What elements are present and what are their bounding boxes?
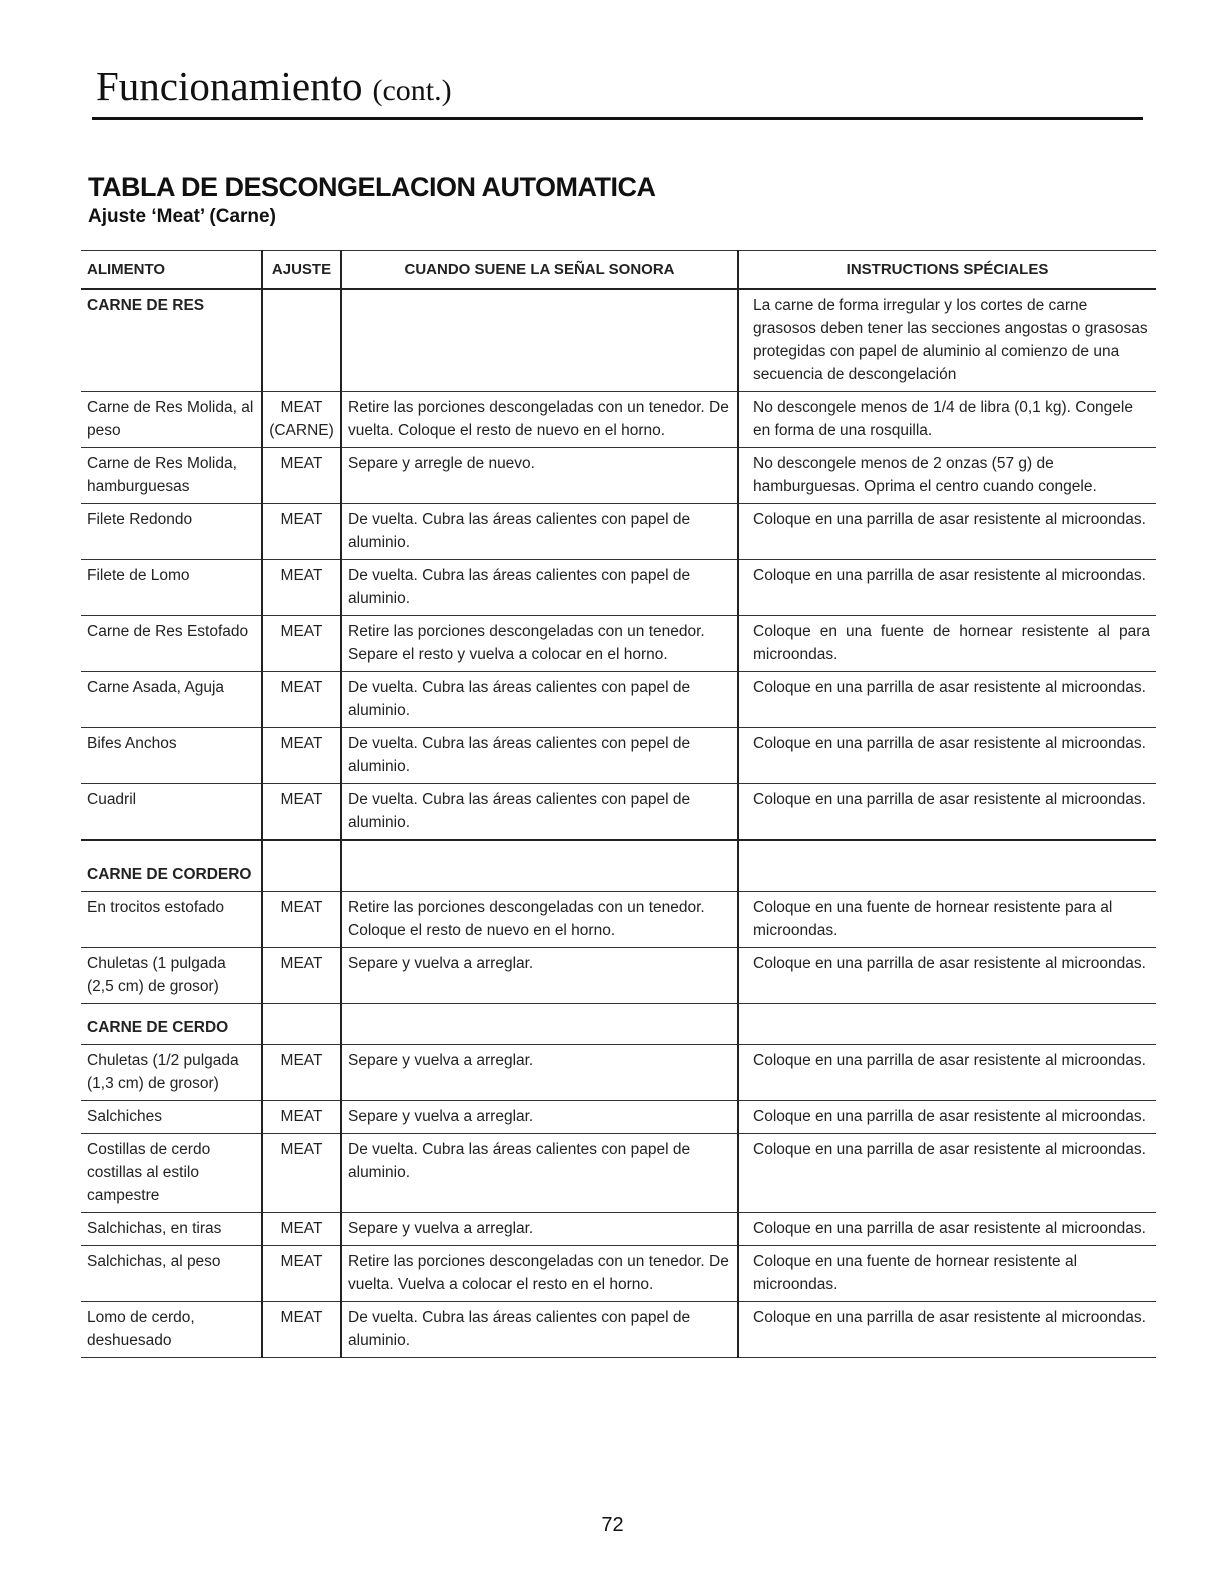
instructions-cell: Coloque en una parrilla de asar resistente al microondas. [738,1045,1156,1101]
table-header-row [81,251,1156,290]
header-instructions: INSTRUCTIONS SPÉCIALES [738,251,1156,290]
title-rule [92,117,1143,120]
page-title-text: Funcionamiento [96,63,363,109]
table-row [81,560,1156,616]
setting-cell: MEAT [262,560,341,616]
food-cell: Filete de Lomo [81,560,262,616]
setting-cell: MEAT [262,1302,341,1358]
setting-cell: MEAT [262,672,341,728]
setting-cell: MEAT [262,1213,341,1246]
food-cell: Carne de Res Molida, al peso [81,392,262,448]
signal-cell: Separe y vuelva a arreglar. [341,948,738,1004]
setting-cell: MEAT [262,892,341,948]
signal-cell: Retire las porciones descongeladas con un tenedor. De vuelta. Vuelva a colocar el resto en el horno. [341,1246,738,1302]
defrost-table [81,250,1156,1358]
setting-cell: MEAT [262,784,341,841]
signal-cell: De vuelta. Cubra las áreas calientes con papel de aluminio. [341,560,738,616]
group-row-lamb [81,840,1156,892]
page-title [96,62,452,110]
group-name: CARNE DE CERDO [81,1004,262,1045]
setting-cell: MEAT [262,504,341,560]
header-food: ALIMENTO [81,251,262,290]
signal-cell: De vuelta. Cubra las áreas calientes con papel de aluminio. [341,504,738,560]
food-cell: Chuletas (1 pulgada (2,5 cm) de grosor) [81,948,262,1004]
table-row [81,1302,1156,1358]
section-subtitle: Ajuste ‘Meat’ (Carne) [88,206,276,227]
table-row [81,784,1156,841]
food-cell: Lomo de cerdo, deshuesado [81,1302,262,1358]
signal-cell: De vuelta. Cubra las áreas calientes con pepel de aluminio. [341,728,738,784]
table-row [81,728,1156,784]
header-setting: AJUSTE [262,251,341,290]
group-note [738,840,1156,892]
instructions-cell: Coloque en una parrilla de asar resistente al microondas. [738,1134,1156,1213]
food-cell: Carne Asada, Aguja [81,672,262,728]
food-cell: Bifes Anchos [81,728,262,784]
group-signal-empty [341,840,738,892]
table-row [81,1101,1156,1134]
setting-cell: MEAT [262,948,341,1004]
table-row [81,1134,1156,1213]
signal-cell: Separe y vuelva a arreglar. [341,1045,738,1101]
group-note [738,1004,1156,1045]
signal-cell: Separe y vuelva a arreglar. [341,1101,738,1134]
food-cell: Filete Redondo [81,504,262,560]
group-setting-empty [262,1004,341,1045]
instructions-cell: Coloque en una parrilla de asar resistente al microondas. [738,1302,1156,1358]
instructions-cell: Coloque en una parrilla de asar resistente al microondas. [738,504,1156,560]
group-note: La carne de forma irregular y los cortes de carne grasosos deben tener las secciones angostas o grasosas protegidas con papel de aluminio al comienzo de una secuencia de descongelación [738,289,1156,392]
group-name: CARNE DE RES [81,289,262,392]
table-row [81,504,1156,560]
signal-cell: De vuelta. Cubra las áreas calientes con papel de aluminio. [341,784,738,841]
instructions-cell: Coloque en una parrilla de asar resistente al microondas. [738,948,1156,1004]
group-signal-empty [341,1004,738,1045]
food-cell: Cuadril [81,784,262,841]
food-cell: En trocitos estofado [81,892,262,948]
food-cell: Salchichas, al peso [81,1246,262,1302]
table-row [81,1246,1156,1302]
food-cell: Chuletas (1/2 pulgada (1,3 cm) de grosor) [81,1045,262,1101]
setting-cell: MEAT [262,1246,341,1302]
header-signal: CUANDO SUENE LA SEÑAL SONORA [341,251,738,290]
instructions-cell: Coloque en una fuente de hornear resistente para al microondas. [738,892,1156,948]
table-row [81,1045,1156,1101]
setting-cell: MEAT [262,1045,341,1101]
instructions-cell: Coloque en una parrilla de asar resistente al microondas. [738,560,1156,616]
setting-cell: MEAT [262,1101,341,1134]
signal-cell: Separe y vuelva a arreglar. [341,1213,738,1246]
table-row [81,392,1156,448]
group-signal-empty [341,289,738,392]
setting-cell: MEAT (CARNE) [262,392,341,448]
signal-cell: Retire las porciones descongeladas con un tenedor. Coloque el resto de nuevo en el horno. [341,892,738,948]
instructions-cell: Coloque en una parrilla de asar resistente al microondas. [738,1213,1156,1246]
setting-cell: MEAT [262,616,341,672]
table-row [81,616,1156,672]
signal-cell: De vuelta. Cubra las áreas calientes con papel de aluminio. [341,672,738,728]
setting-cell: MEAT [262,448,341,504]
table-row [81,672,1156,728]
group-row-beef [81,289,1156,392]
food-cell: Salchichas, en tiras [81,1213,262,1246]
signal-cell: De vuelta. Cubra las áreas calientes con papel de aluminio. [341,1134,738,1213]
instructions-cell: No descongele menos de 2 onzas (57 g) de hamburguesas. Oprima el centro cuando congele. [738,448,1156,504]
instructions-cell: Coloque en una parrilla de asar resistente al microondas. [738,728,1156,784]
food-cell: Carne de Res Molida, hamburguesas [81,448,262,504]
group-setting-empty [262,289,341,392]
page-title-suffix: (cont.) [372,74,452,107]
setting-cell: MEAT [262,1134,341,1213]
signal-cell: Separe y arregle de nuevo. [341,448,738,504]
group-setting-empty [262,840,341,892]
food-cell: Costillas de cerdo costillas al estilo campestre [81,1134,262,1213]
setting-cell: MEAT [262,728,341,784]
signal-cell: De vuelta. Cubra las áreas calientes con papel de aluminio. [341,1302,738,1358]
instructions-cell: Coloque en una parrilla de asar resistente al microondas. [738,784,1156,841]
signal-cell: Retire las porciones descongeladas con un tenedor. Separe el resto y vuelva a colocar en el horno. [341,616,738,672]
page-number: 72 [601,1514,624,1536]
instructions-cell: Coloque en una parrilla de asar resistente al microondas. [738,1101,1156,1134]
food-cell: Carne de Res Estofado [81,616,262,672]
group-name: CARNE DE CORDERO [81,840,262,892]
signal-cell: Retire las porciones descongeladas con un tenedor. De vuelta. Coloque el resto de nuevo en el horno. [341,392,738,448]
instructions-cell: Coloque en una fuente de hornear resistente al para microondas. [738,616,1156,672]
section-title: TABLA DE DESCONGELACION AUTOMATICA [88,172,656,202]
table-row [81,448,1156,504]
table-row [81,1213,1156,1246]
instructions-cell: Coloque en una fuente de hornear resistente al microondas. [738,1246,1156,1302]
table-row [81,948,1156,1004]
group-row-pork [81,1004,1156,1045]
instructions-cell: No descongele menos de 1/4 de libra (0,1 kg). Congele en forma de una rosquilla. [738,392,1156,448]
instructions-cell: Coloque en una parrilla de asar resistente al microondas. [738,672,1156,728]
food-cell: Salchiches [81,1101,262,1134]
table-row [81,892,1156,948]
